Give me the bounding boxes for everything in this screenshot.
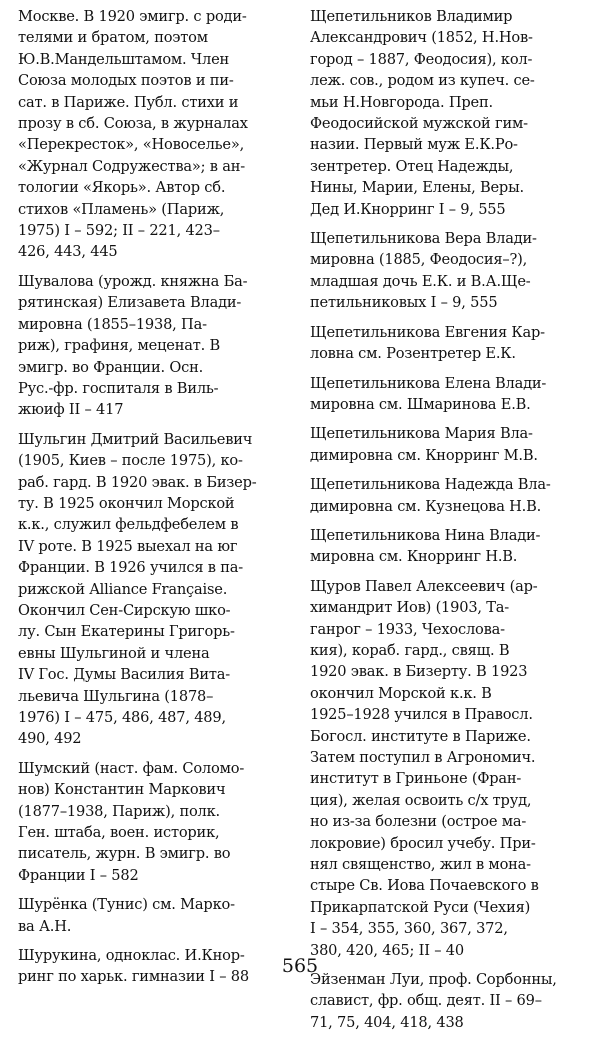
entry-line: мировна (1855–1938, Па-: [18, 315, 207, 333]
entry-line: лу. Сын Екатерины Григорь-: [18, 623, 235, 641]
entry-line: I – 354, 355, 360, 367, 372,: [310, 920, 508, 938]
right-column: [310, 6, 588, 1041]
entry-line: 1975) I – 592; II – 221, 423–: [18, 222, 220, 240]
entry-line: химандрит Иов) (1903, Та-: [310, 599, 510, 617]
entry-line: ринг по харьк. гимназии I – 88: [18, 968, 249, 986]
entry-line: локровие) бросил учебу. При-: [310, 834, 536, 852]
entry-line: 1976) I – 475, 486, 487, 489,: [18, 709, 226, 726]
entry-line: (1877–1938, Париж), полк.: [18, 802, 220, 820]
entry-line: Богосл. институте в Париже.: [310, 727, 531, 745]
entry-line: 380, 420, 465; II – 40: [310, 941, 464, 959]
entry-line: Феодосийской мужской гим-: [310, 115, 528, 133]
entry-line: ганрог – 1933, Чехослова-: [310, 620, 505, 638]
index-entry: [310, 969, 588, 1033]
entry-line: леж. сов., родом из купеч. се-: [310, 72, 535, 90]
entry-line: кия), кораб. гард., свящ. В: [310, 641, 510, 659]
entry-line: (1905, Киев – после 1975), ко-: [18, 452, 243, 470]
entry-line: льевича Шульгина (1878–: [18, 687, 214, 705]
index-entry: [18, 429, 290, 750]
index-entry: [310, 423, 588, 466]
entry-line: Шувалова (урожд. княжна Ба-: [18, 272, 248, 290]
entry-line: Шумский (наст. фам. Соломо-: [18, 759, 245, 777]
entry-line: ция), желая освоить с/х труд,: [310, 791, 532, 809]
entry-line: институт в Гриньоне (Фран-: [310, 770, 522, 788]
entry-line: Москве. В 1920 эмигр. с роди-: [18, 8, 247, 25]
entry-line: IV Гос. Думы Василия Вита-: [18, 666, 231, 684]
entry-line: младшая дочь Е.К. и В.А.Ще-: [310, 272, 531, 290]
entry-line: тологии «Якорь». Автор сб.: [18, 179, 226, 197]
entry-line: назии. Первый муж Е.К.Ро-: [310, 136, 518, 154]
entry-line: Шурёнка (Тунис) см. Марко-: [18, 896, 235, 914]
index-entry: [310, 525, 588, 568]
entry-line: сат. в Париже. Публ. стихи и: [18, 93, 239, 111]
entry-line: риж), графиня, меценат. В: [18, 337, 221, 355]
entry-line: 426, 443, 445: [18, 243, 118, 261]
entry-line: мировна см. Кнорринг Н.В.: [310, 548, 518, 566]
entry-line: мировна (1885, Феодосия–?),: [310, 251, 528, 269]
entry-line: Рус.-фр. госпиталя в Виль-: [18, 379, 219, 397]
index-entry: [310, 228, 588, 314]
entry-line: мировна см. Шмаринова Е.В.: [310, 395, 531, 413]
entry-line: город – 1887, Феодосия), кол-: [310, 50, 533, 68]
entry-line: стыре Св. Иова Почаевского в: [310, 877, 539, 895]
entry-line: нял священство, жил в мона-: [310, 856, 531, 874]
entry-line: Щепетильников Владимир: [310, 8, 513, 25]
index-entry: [310, 6, 588, 220]
entry-line: Прикарпатской Руси (Чехия): [310, 898, 531, 916]
entry-line: Щепетильникова Мария Вла-: [310, 425, 533, 443]
entry-line: но из-за болезни (острое ма-: [310, 813, 527, 831]
index-entry: [310, 373, 588, 416]
entry-line: «Журнал Содружества»; в ан-: [18, 157, 245, 175]
left-column: [18, 6, 290, 996]
entry-line: Александрович (1852, Н.Нов-: [310, 29, 533, 47]
entry-line: Окончил Сен-Сирскую шко-: [18, 601, 231, 619]
entry-line: мьи Н.Новгорода. Преп.: [310, 93, 493, 111]
entry-line: стихов «Пламень» (Париж,: [18, 200, 225, 218]
entry-line: евны Шульгиной и члена: [18, 644, 210, 662]
entry-line: IV роте. В 1925 выехал на юг: [18, 537, 238, 555]
entry-line: «Перекресток», «Новоселье»,: [18, 136, 245, 154]
index-entry: [18, 6, 290, 263]
entry-line: прозу в сб. Союза, в журналах: [18, 115, 248, 133]
entry-line: рижской Alliance Française.: [18, 580, 228, 598]
entry-line: Союза молодых поэтов и пи-: [18, 72, 234, 90]
entry-line: Франции I – 582: [18, 866, 139, 884]
entry-line: Нины, Марии, Елены, Веры.: [310, 179, 524, 197]
entry-line: рятинская) Елизавета Влади-: [18, 294, 242, 312]
entry-line: Эйзенман Луи, проф. Сорбонны,: [310, 971, 557, 989]
entry-line: ва А.Н.: [18, 917, 72, 935]
entry-line: 71, 75, 404, 418, 438: [310, 1013, 464, 1031]
entry-line: 490, 492: [18, 730, 82, 748]
entry-line: зентретер. Отец Надежды,: [310, 157, 514, 175]
entry-line: 1925–1928 учился в Правосл.: [310, 706, 533, 724]
index-entry: [310, 474, 588, 517]
index-entry: [18, 758, 290, 886]
entry-line: Щепетильникова Елена Влади-: [310, 374, 547, 392]
index-entry: [18, 271, 290, 421]
entry-line: Франции. В 1926 учился в па-: [18, 559, 244, 577]
index-entry: [310, 322, 588, 365]
entry-line: димировна см. Кнорринг М.В.: [310, 446, 538, 464]
entry-line: к.к., служил фельдфебелем в: [18, 516, 239, 534]
entry-line: эмигр. во Франции. Осн.: [18, 358, 204, 376]
index-entry: [18, 894, 290, 937]
entry-line: Щепетильникова Надежда Вла-: [310, 476, 551, 494]
entry-line: Щепетильникова Евгения Кар-: [310, 323, 545, 341]
entry-line: нов) Константин Маркович: [18, 781, 226, 799]
entry-line: телями и братом, поэтом: [18, 29, 208, 47]
entry-line: Щуров Павел Алексеевич (ар-: [310, 577, 538, 595]
index-entry: [310, 576, 588, 961]
entry-line: Щепетильникова Вера Влади-: [310, 230, 537, 248]
entry-line: жюиф II – 417: [18, 401, 124, 419]
entry-line: славист, фр. общ. деят. II – 69–: [310, 992, 542, 1010]
entry-line: Щепетильникова Нина Влади-: [310, 526, 541, 544]
entry-line: 1920 эвак. в Бизерту. В 1923: [310, 663, 528, 681]
entry-line: Ген. штаба, воен. историк,: [18, 824, 220, 842]
entry-line: ту. В 1925 окончил Морской: [18, 494, 235, 512]
entry-line: петильниковых I – 9, 555: [310, 294, 498, 312]
page-number: 565: [281, 955, 319, 977]
entry-line: Шурукина, одноклас. И.Кнор-: [18, 947, 245, 965]
entry-line: Затем поступил в Агрономич.: [310, 749, 536, 766]
entry-line: Шульгин Дмитрий Васильевич: [18, 430, 253, 448]
entry-line: раб. гард. В 1920 эвак. в Бизер-: [18, 473, 257, 491]
entry-line: окончил Морской к.к. В: [310, 684, 492, 702]
entry-line: писатель, журн. В эмигр. во: [18, 845, 231, 863]
entry-line: димировна см. Кузнецова Н.В.: [310, 497, 542, 515]
entry-line: Ю.В.Мандельштамом. Член: [18, 50, 230, 68]
entry-line: Дед И.Кнорринг I – 9, 555: [310, 200, 506, 218]
entry-line: ловна см. Розентретер Е.К.: [310, 345, 516, 363]
